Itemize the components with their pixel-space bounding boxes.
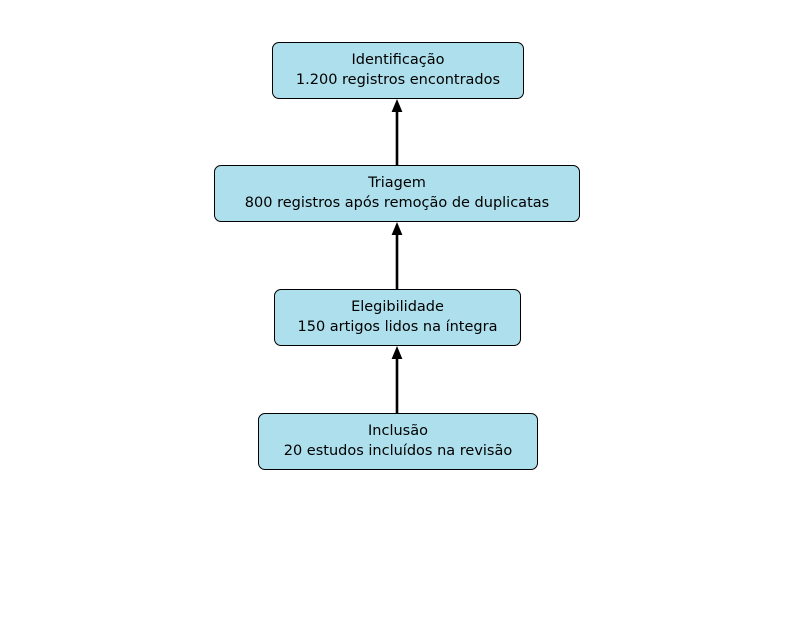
arrow-triagem-to-identificacao	[387, 99, 407, 165]
node-triagem[interactable]	[214, 165, 580, 222]
node-elegibilidade-title: Elegibilidade	[351, 298, 444, 315]
node-elegibilidade[interactable]	[274, 289, 521, 346]
arrow-elegibilidade-to-triagem	[387, 222, 407, 289]
node-triagem-detail: 800 registros após remoção de duplicatas	[244, 194, 550, 211]
node-inclusao-title: Inclusão	[368, 422, 428, 439]
node-identificacao-title: Identificação	[351, 51, 445, 68]
arrow-inclusao-to-elegibilidade	[387, 346, 407, 413]
node-identificacao[interactable]	[272, 42, 524, 99]
node-identificacao-detail: 1.200 registros encontrados	[295, 71, 501, 88]
node-inclusao[interactable]	[258, 413, 538, 470]
node-elegibilidade-detail: 150 artigos lidos na íntegra	[297, 318, 498, 335]
node-inclusao-detail: 20 estudos incluídos na revisão	[283, 442, 513, 459]
node-triagem-title: Triagem	[368, 174, 426, 191]
